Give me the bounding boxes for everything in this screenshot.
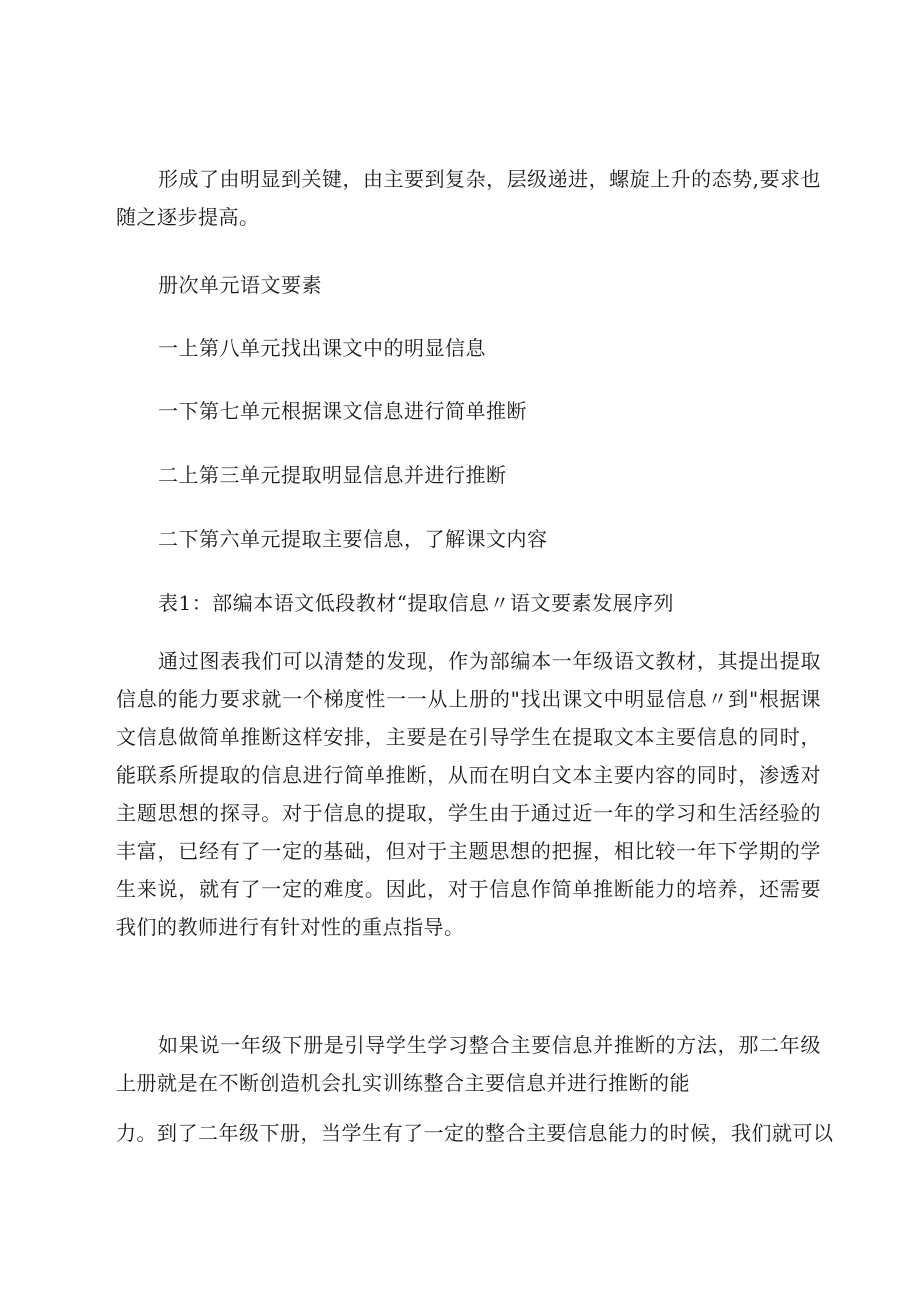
table-row: 二下第六单元提取主要信息，了解课文内容 (158, 527, 548, 551)
table-caption: 表1：部编本语文低段教材“提取信息〃语文要素发展序列 (158, 591, 674, 615)
table-row: 一上第八单元找出课文中的明显信息 (158, 336, 486, 360)
paragraph-analysis: 通过图表我们可以清楚的发现，作为部编本一年级语文教材，其提出提取信息的能力要求就一个梯度性一一从上册的"找出课文中明显信息〃到"根据课文信息做简单推断这样安排，主要是在引导学生在提取文本主要信息的同时，能联系所提取的信息进行简单推断，从而在明白文本主要内容的同时，渗透对主题思想的探寻。对于信息的提取，学生由于通过近一年的学习和生活经验的丰富，已经有了一定的基础，但对于主题思想的把握，相比较一年下学期的学生来说，就有了一定的难度。因此，对于信息作简单推断能力的培养，还需要我们的教师进行有针对性的重点指导。 (116, 649, 821, 939)
table-row: 二上第三单元提取明显信息并进行推断 (158, 463, 507, 487)
paragraph-continuation: 力。到了二年级下册，当学生有了一定的整合主要信息能力的时候，我们就可以 (116, 1121, 834, 1145)
table-row: 一下第七单元根据课文信息进行简单推断 (158, 399, 527, 423)
paragraph-grade-two: 如果说一年级下册是引导学生学习整合主要信息并推断的方法，那二年级上册就是在不断创造机会扎实训练整合主要信息并进行推断的能 (116, 1033, 821, 1095)
table-header: 册次单元语文要素 (158, 273, 322, 297)
paragraph-intro: 形成了由明显到关键，由主要到复杂，层级递进，螺旋上升的态势,要求也随之逐步提高。 (116, 167, 821, 229)
